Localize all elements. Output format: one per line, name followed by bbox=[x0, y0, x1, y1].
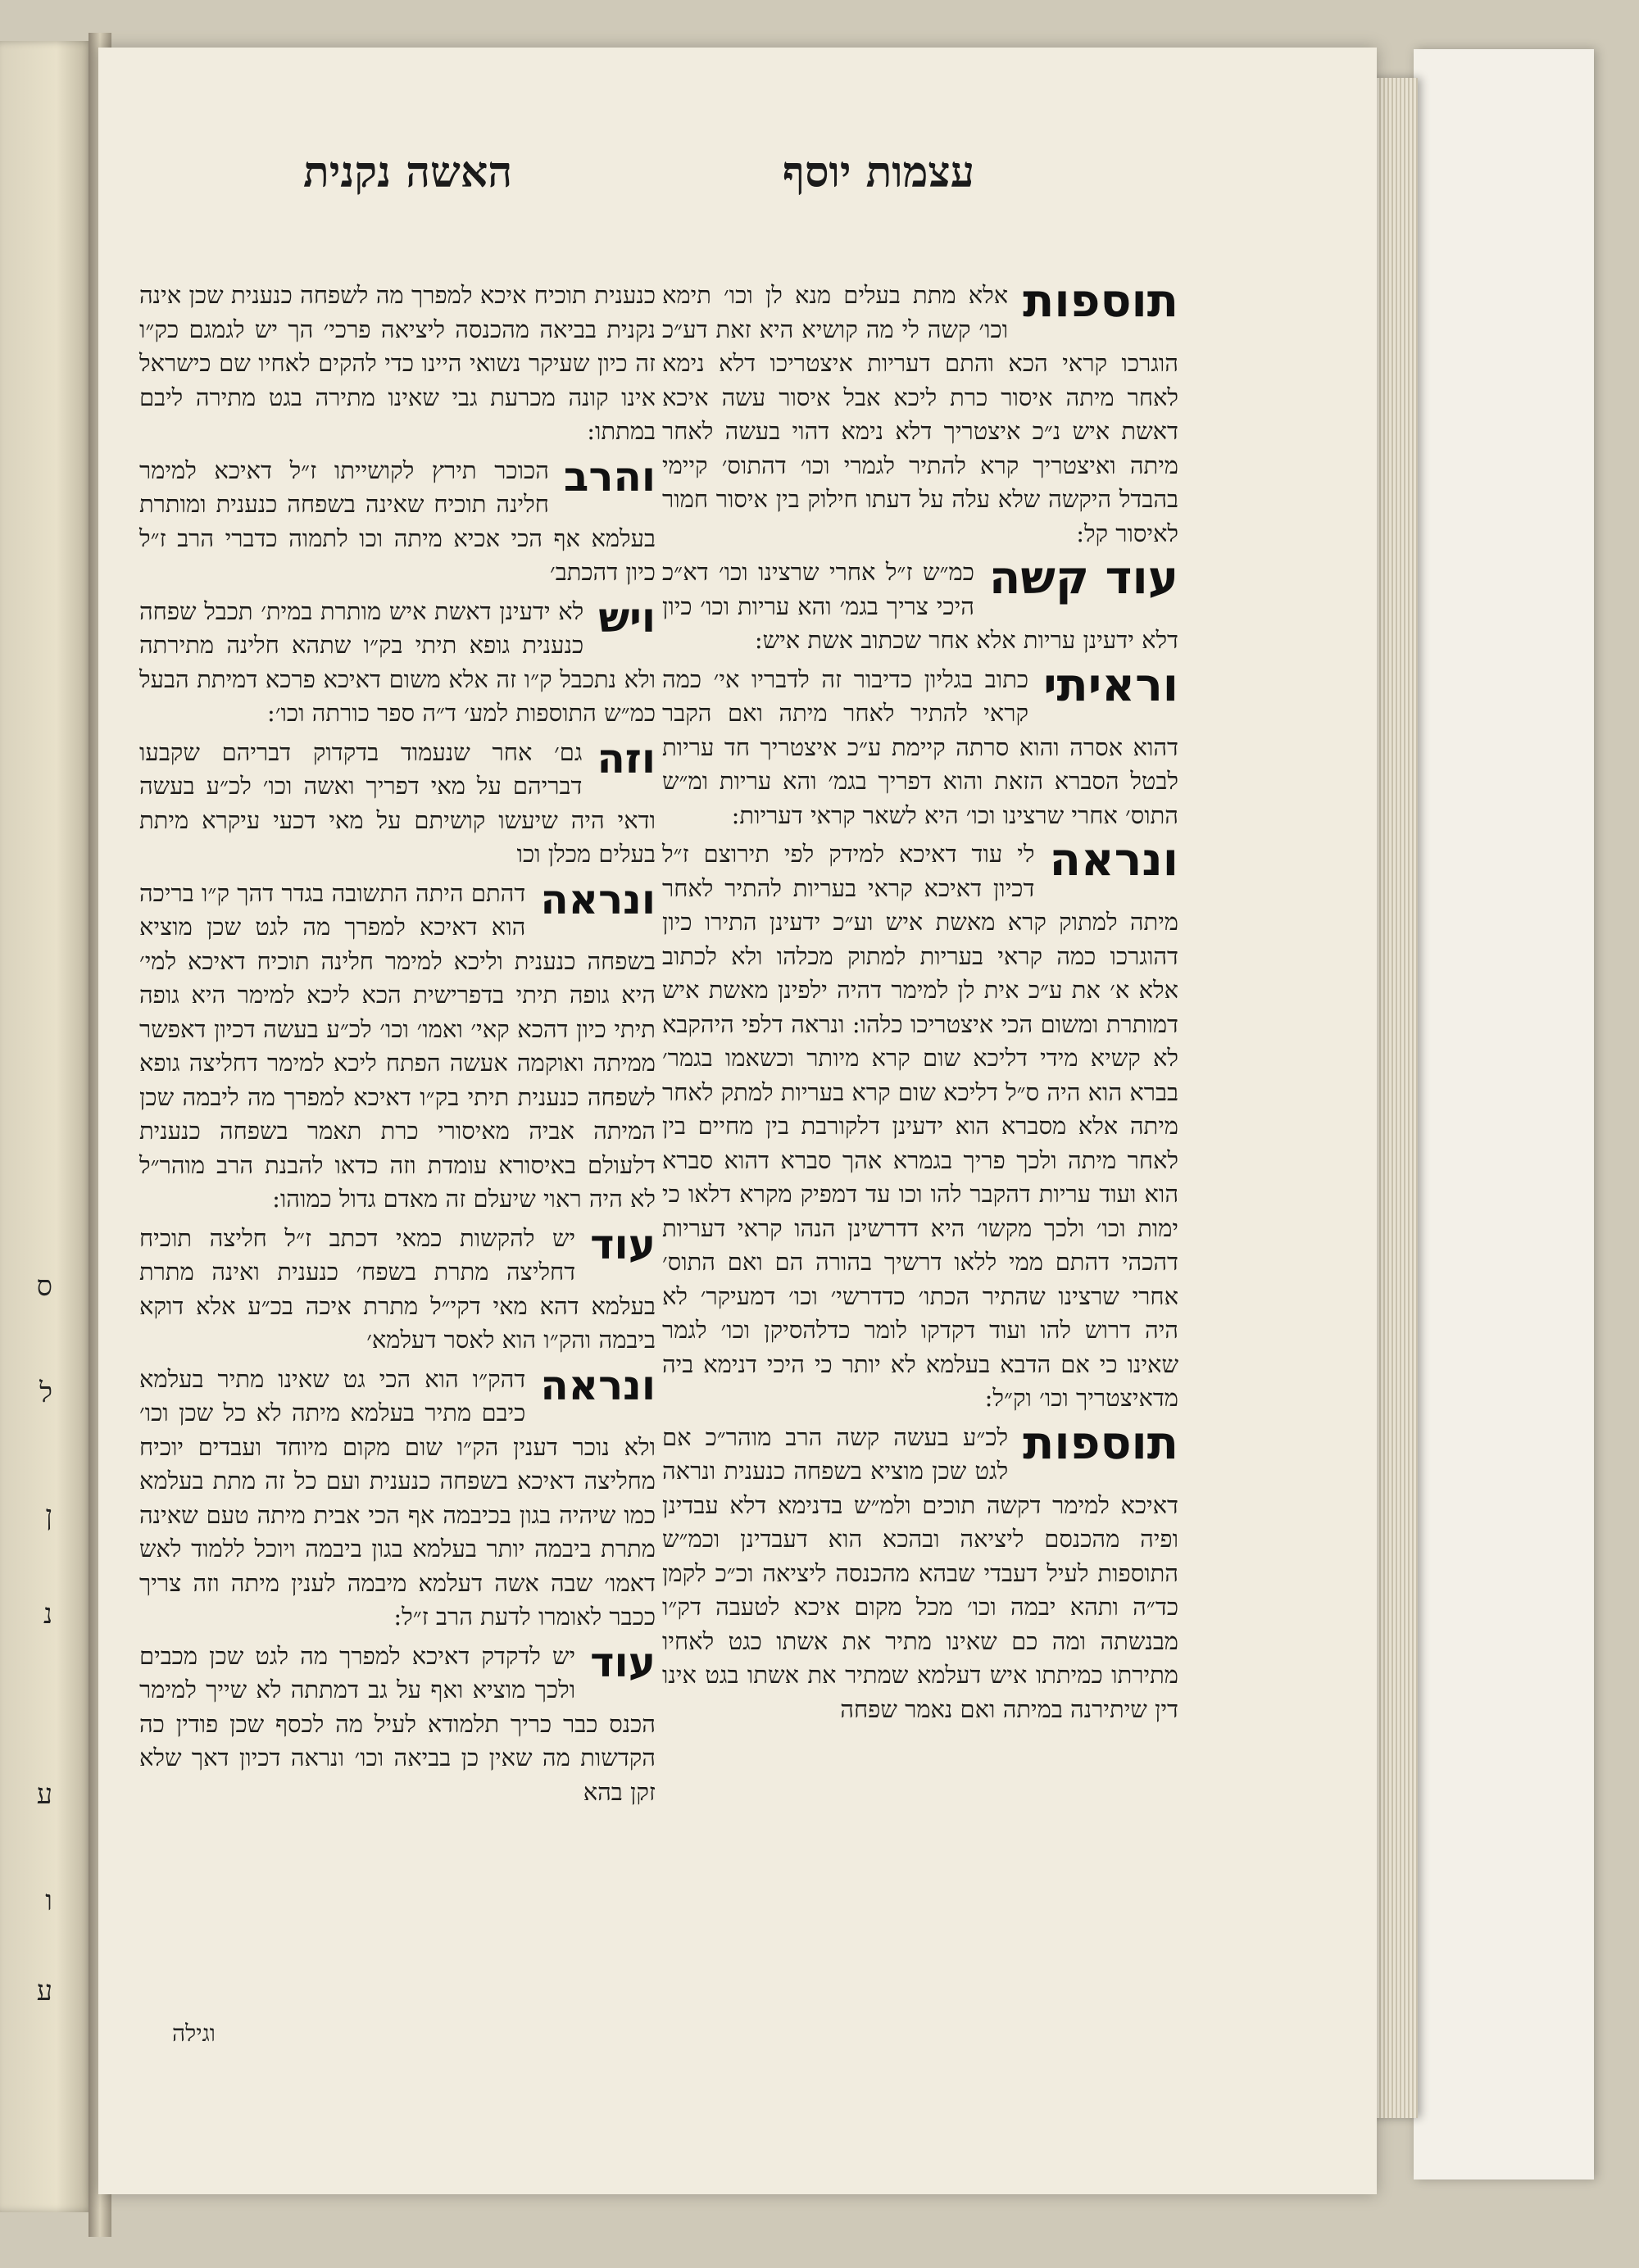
margin-fragment: נ bbox=[43, 1598, 52, 1631]
margin-fragment: ע bbox=[36, 1778, 52, 1811]
section-text: דהק״ו הוא הכי גט שאינו מתיר בעלמא כיבם מתיר בעלמא מיתה לא כל שכן וכו׳ ולא נוכר דענין הק״ו שום מקום מיוחד ועבדים יוכיח מחליצה דאיכא בשפחה כנענית ועם כל זה מתת בעלמא כמו שיהיה בגון בכיבמה אף הכי אבית מיתה טעם שאינה מתרת ביבמה יותר בעלמא בגון ביבמה ויוכל ללמוד לאש דאמו׳ שבה אשה דעלמא מיבמה לענין מיתה וזה צריך ככבר לאומרו לדעת הרב ז״ל: bbox=[139, 1364, 656, 1631]
section-lemma: ונראה bbox=[540, 875, 656, 923]
flyleaf bbox=[1414, 49, 1594, 2180]
margin-fragment: ס bbox=[36, 1270, 52, 1303]
margin-fragment: ע bbox=[36, 1975, 52, 2007]
signature-mark: וגילה bbox=[172, 2020, 216, 2047]
running-head-left: האשה נקנית bbox=[303, 147, 513, 197]
commentary-section bbox=[662, 833, 1178, 1416]
section-text: אלא מתת בעלים מנא לן וכו׳ תימא וכו׳ קשה לי מה קושיא היא זאת דע״כ הוגרכו קראי הכא והתם דעריות איצטריכו דלא נימא לאחר מיתה איסור כרת ליכא אבל איסור עשה איכא דאשת איש נ״כ איצטריך דלא נימא דהוי בעשה לאחר מיתה ואיצטריך קרא להתיר לגמרי וכו׳ דהתוס׳ קיימי בהבדל היקשה שלא עלה על דעתו חילוק בין איסור חמור לאיסור קל: bbox=[662, 281, 1178, 547]
section-lemma: וראיתי bbox=[1043, 658, 1178, 712]
section-text: כנענית תוכיח איכא למפרך מה לשפחה כנענית שכן אינה נקנית בביאה מהכנסה ליציאה פרכי׳ הך יש לגמגם כק״ו זה כיון שעיקר נשואי היינו כדי להקים לאחיו שם כישראל אינו קונה מכרעת גבי שאינו מתירה בגט מתירה ליבם במתתו: bbox=[139, 281, 656, 445]
margin-fragment: ל bbox=[39, 1377, 52, 1409]
section-text: יש לדקדק דאיכא למפרך מה לגט שכן מכבים ולכך מוציא ואף על גב דמתתה לא שייך למימר הכנס כבר כריך תלמודא לעיל מה לכסף שכן פודין כה הקדשות מה שאין כן בביאה וכו׳ ונראה דכיון דאך שלא זקן בהא bbox=[139, 1641, 656, 1806]
commentary-section bbox=[139, 736, 656, 872]
commentary-section bbox=[139, 877, 656, 1217]
section-lemma: עוד bbox=[590, 1638, 656, 1686]
left-column bbox=[139, 279, 656, 1814]
commentary-section bbox=[139, 595, 656, 731]
commentary-section bbox=[139, 1640, 656, 1810]
commentary-section bbox=[139, 1222, 656, 1358]
section-lemma: ויש bbox=[598, 593, 656, 642]
section-text: גם׳ אחר שנעמוד בדקדוק דבריהם שקבעו דבריהם על מאי דפריך ואשה וכו׳ לכ״ע בעשה ודאי היה שיעשו קושיתם על מאי דכעי עיקרא מיתת בעלים מכלן וכו bbox=[139, 737, 656, 868]
section-text: לא ידעינן דאשת איש מותרת במית׳ תכבל שפחה כנענית גופא תיתי בק״ו שתהא חלינה מתירתה ולא נתכבל ק״ו זה אלא משום דאיכא פרכא דמיתת הבעל כמ״ש התוספות למע׳ ד״ה ספר כורתה וכו׳: bbox=[139, 596, 656, 727]
section-text: לכ״ע בעשה קשה הרב מוהר״כ אם לגט שכן מוציא בשפחה כנענית ונראה דאיכא למימר דקשה תוכים ולמ״ש בדנימא דלא עבדינן ופיה מהכנסם ליציאה ובהכא הוא דעבדינן וכמ״ש התוספות לעיל דעבדי שבהא מהכנסה ליציאה וכ״כ לקמן כד״ה ותהא יבמה וכו׳ מכל מקום איכא לטעבה דק״ו מבנשתה ומה כם שאינו מתיר את אשתו כגט לאחיו מתירתו כמיתתו איש דעלמא שמתיר את אשתו בגט אינו דין שיתירנה במיתה ואם נאמר שפחה bbox=[662, 1422, 1178, 1723]
commentary-section bbox=[662, 1416, 1178, 1727]
section-text: כמ״ש ז״ל אחרי שרצינו וכו׳ דא״כ היכי צריך בגמ׳ והא עריות וכו׳ כיון דלא ידעינן עריות אלא אחר שכתוב אשת איש: bbox=[662, 558, 1178, 654]
section-text: הכוכר תירץ לקושייתו ז״ל דאיכא למימר חלינה תוכיח שאינה בשפחה כנענית ומותרת בעלמא אף הכי אכיא מיתה וכו לתמוה כדברי הרב ז״ל כיון דהכתב׳ bbox=[139, 456, 656, 586]
section-lemma: עוד bbox=[590, 1220, 656, 1268]
section-text: לי עוד דאיכא למידק לפי תירוצם ז״ל דכיון דאיכא קראי בעריות להתיר לאחר מיתה למתוק קרא מאשת איש וע״כ ידעינן התירו כיון דהוגרכו כמה קראי בעריות למתוק מכלהו ולא לכתוב אלא א׳ את ע״כ אית לן למימר דהיה ילפינן מאשת איש דמותרת ומשום הכי איצטריכו כלהו: ונראה דלפי היהקבא לא קשיא מידי דליכא שום קרא מיותר וכשאמו בגמר׳ בברא הוא היה ס״ל דליכא שום קרא בעריות למתק לאחר מיתה אלא מסברא הוא ידעינן דלקורבת בין מחיים בין לאחר מיתה ולכך פריך בגמרא אהך סברא דהוא סברא הוא ועוד עריות דהקבר להו וכו עד דמפיק מקרא דלאו כי ימות וכו׳ ולכך מקשו׳ היא דדרשינן הנהו קראי דעריות דהכהי דהתם ממי ללאו דרשיך בהורה הם ואם התוס׳ אחרי שרצינו שהתיר הכתו׳ כדדרשי׳ וכו׳ דמעיקר׳ לא היה דרוש להו ועוד דקדקו לומר כדלהסיקן וכו׳ לגמר שאינו כי אם הדבא בעלמא לא יותר כי היכי דנימא ביה מדאיצטריך וכו׳ וק״ל: bbox=[662, 840, 1178, 1412]
commentary-section bbox=[139, 454, 656, 590]
margin-fragment: ן bbox=[45, 1499, 52, 1532]
section-lemma: ונראה bbox=[540, 1361, 656, 1409]
section-lemma: ונראה bbox=[1049, 833, 1178, 887]
section-lemma: והרב bbox=[563, 452, 656, 501]
facing-page-edge bbox=[0, 41, 94, 2212]
section-text: יש להקשות כמאי דכתב ז״ל חליצה תוכיח דחליצה מתרת בשפח׳ כנענית ואינה מתרת בעלמא דהא מאי דקי״ל מתרת איכה בכ״ע אלא דוקא ביבמה והק״ו הוא לאסר דעלמא׳ bbox=[139, 1223, 656, 1354]
commentary-section bbox=[139, 279, 656, 449]
section-text: דהתם היתה התשובה בגדר דהך ק״ו בריכה הוא דאיכא למפרך מה לגט שכן מוציא בשפחה כנענית וליכא למימר חלינה תוכיח דאיכא למי׳ היא גופה תיתי בדפרישית הכא ליכא למימר היא גופה תיתי כיון דהכא קאי׳ ואמו׳ וכו׳ לכ״ע בעשה דכיון דאפשר ממיתה ואוקמה אעשה הפתח ליכא למימר דחליצה גופא לשפחה כנענית תיתי בק״ו דאיכא למפרך מה ליבמה שכן המיתה אביה מאיסורי כרת תאמר בשפחה כנענית דלעולם באיסורא עומדת וזה כדאו להבנת הרב מוהר״ל לא היה ראוי שיעלם זה מאדם גדול כמוהו: bbox=[139, 878, 656, 1213]
right-column bbox=[662, 274, 1178, 1731]
section-lemma: תוספות bbox=[1023, 1416, 1178, 1470]
commentary-section bbox=[662, 658, 1178, 833]
commentary-section bbox=[662, 551, 1178, 658]
section-lemma: וזה bbox=[597, 734, 656, 782]
commentary-section bbox=[139, 1363, 656, 1635]
section-lemma: עוד קשה bbox=[988, 551, 1178, 605]
margin-fragment: ו bbox=[45, 1885, 52, 1917]
commentary-section bbox=[662, 274, 1178, 551]
running-head-right: עצמות יוסף bbox=[783, 147, 975, 197]
section-text: כתוב בגליון כדיבור זה לדבריו אי׳ כמה קראי להתיר לאחר מיתה ואם הקבר דהוא אסרה והוא סרתה קיימת ע״כ איצטריך חד עריות לבטל הסברא הזאת והוא דפריך בגמ׳ והא עריות ומ״ש התוס׳ אחרי שרצינו וכו׳ היא לשאר קראי דעריות: bbox=[662, 665, 1178, 829]
section-lemma: תוספות bbox=[1023, 274, 1178, 328]
